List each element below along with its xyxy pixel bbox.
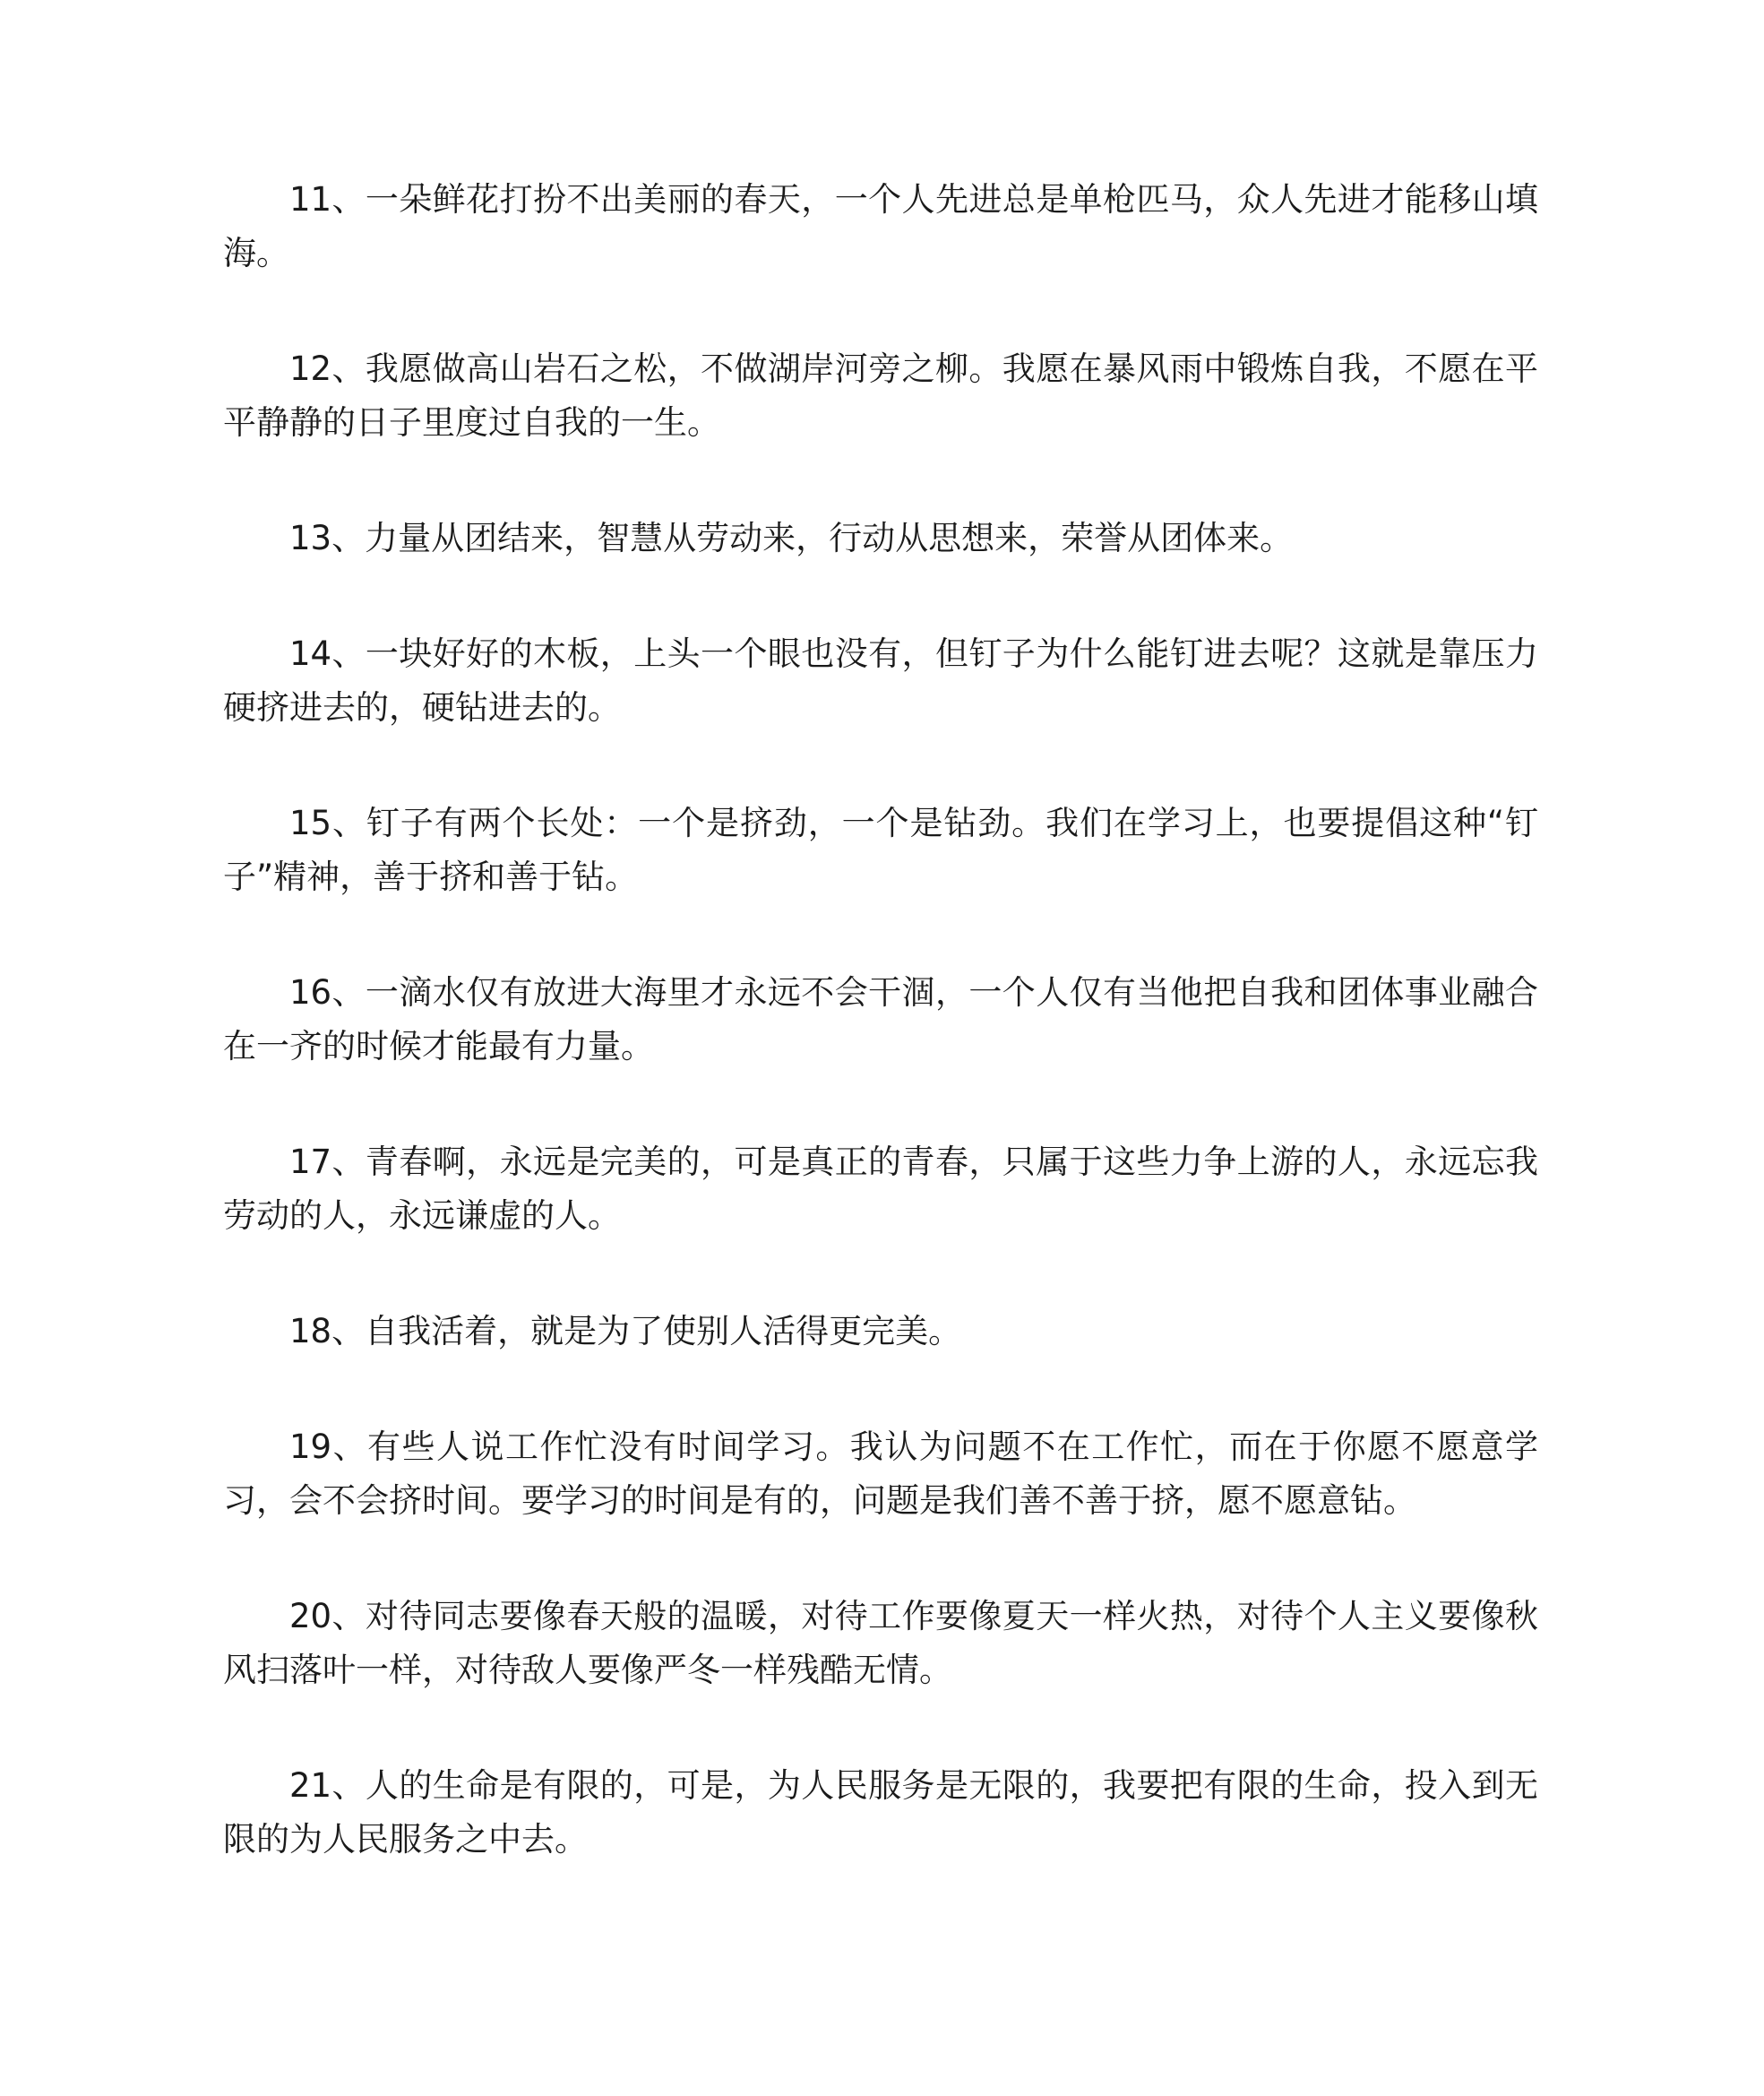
- paragraph-16: 16、一滴水仅有放进大海里才永远不会干涸，一个人仅有当他把自我和团体事业融合在一齐的时候才能最有力量。: [223, 973, 1538, 1065]
- document-body: [223, 173, 1538, 1928]
- paragraph-17: 17、青春啊，永远是完美的，可是真正的青春，只属于这些力争上游的人，永远忘我劳动的人，永远谦虚的人。: [223, 1143, 1538, 1235]
- paragraph-18: 18、自我活着，就是为了使别人活得更完美。: [289, 1312, 962, 1350]
- paragraph-13: 13、力量从团结来，智慧从劳动来，行动从思想来，荣誉从团体来。: [289, 519, 1294, 557]
- paragraph-19: 19、有些人说工作忙没有时间学习。我认为问题不在工作忙，而在于你愿不愿意学习，会不会挤时间。要学习的时间是有的，问题是我们善不善于挤，愿不愿意钻。: [223, 1428, 1538, 1520]
- paragraph-15: 15、钉子有两个长处：一个是挤劲，一个是钻劲。我们在学习上，也要提倡这种“钉子”精神，善于挤和善于钻。: [223, 804, 1538, 896]
- paragraph-21: 21、人的生命是有限的，可是，为人民服务是无限的，我要把有限的生命，投入到无限的为人民服务之中去。: [223, 1766, 1538, 1859]
- paragraph-12: 12、我愿做高山岩石之松，不做湖岸河旁之柳。我愿在暴风雨中锻炼自我，不愿在平平静静的日子里度过自我的一生。: [223, 349, 1538, 442]
- paragraph-14: 14、一块好好的木板，上头一个眼也没有，但钉子为什么能钉进去呢？这就是靠压力硬挤进去的，硬钻进去的。: [223, 634, 1538, 727]
- paragraph-11: 11、一朵鲜花打扮不出美丽的春天，一个人先进总是单枪匹马，众人先进才能移山填海。: [223, 180, 1538, 272]
- paragraph-20: 20、对待同志要像春天般的温暖，对待工作要像夏天一样火热，对待个人主义要像秋风扫落叶一样，对待敌人要像严冬一样残酷无情。: [223, 1597, 1538, 1689]
